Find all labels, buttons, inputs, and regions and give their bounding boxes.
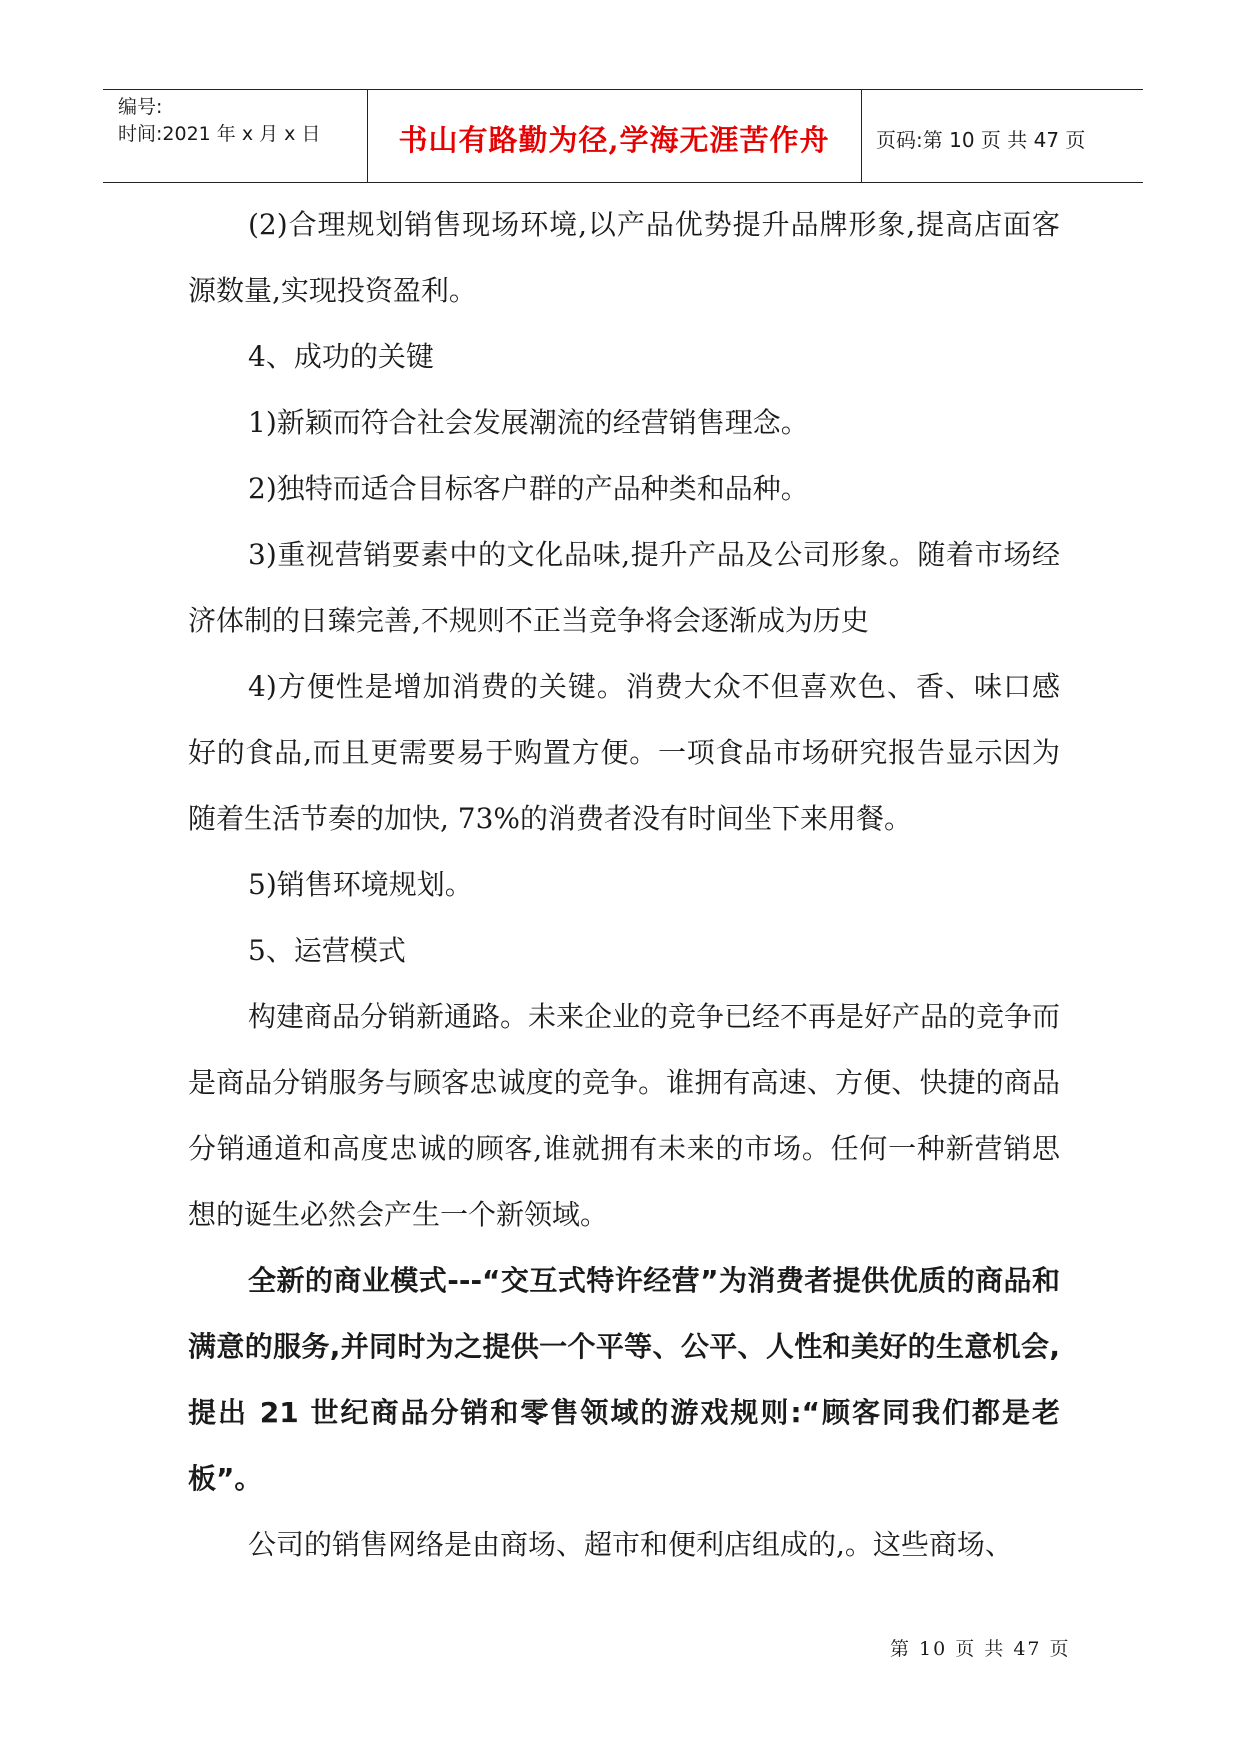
list-item: 5)销售环境规划。 bbox=[248, 868, 473, 901]
section-heading: 5、运营模式 bbox=[248, 934, 406, 967]
bold-paragraph: 全新的商业模式---“交互式特许经营”为消费者提供优质的商品和满意的服务,并同时为之提供一个平等、公平、人性和美好的生意机会,提出 21 世纪商品分销和零售领域的游戏规则:“顾客同我们都是老板”。 bbox=[188, 1264, 1060, 1495]
header-top-rule bbox=[103, 89, 1143, 90]
header-page-info: 页码:第 10 页 共 47 页 bbox=[876, 128, 1086, 152]
header-divider bbox=[861, 90, 862, 182]
section-heading: 4、成功的关键 bbox=[248, 340, 434, 373]
paragraph: (2)合理规划销售现场环境,以产品优势提升品牌形象,提高店面客源数量,实现投资盈利。 bbox=[188, 208, 1060, 307]
header-bottom-rule bbox=[103, 182, 1143, 183]
list-item: 2)独特而适合目标客户群的产品种类和品种。 bbox=[248, 472, 809, 505]
header-meta bbox=[118, 94, 320, 148]
header-motto: 书山有路勤为径,学海无涯苦作舟 bbox=[398, 123, 830, 157]
page-footer: 第 10 页 共 47 页 bbox=[890, 1638, 1071, 1660]
paragraph: 构建商品分销新通路。未来企业的竞争已经不再是好产品的竞争而是商品分销服务与顾客忠诚度的竞争。谁拥有高速、方便、快捷的商品分销通道和高度忠诚的顾客,谁就拥有未来的市场。任何一种新营销思想的诞生必然会产生一个新领域。 bbox=[188, 1000, 1061, 1231]
serial-number-label: 编号: bbox=[118, 96, 163, 118]
paragraph: 公司的销售网络是由商场、超市和便利店组成的,。这些商场、 bbox=[248, 1528, 1013, 1561]
list-item: 3)重视营销要素中的文化品味,提升产品及公司形象。随着市场经济体制的日臻完善,不规则不正当竞争将会逐渐成为历史 bbox=[188, 538, 1060, 637]
document-body bbox=[188, 192, 1060, 1578]
date-label: 时间:2021 年 x 月 x 日 bbox=[118, 123, 321, 145]
list-item: 1)新颖而符合社会发展潮流的经营销售理念。 bbox=[248, 406, 809, 439]
list-item: 4)方便性是增加消费的关键。消费大众不但喜欢色、香、味口感好的食品,而且更需要易于购置方便。一项食品市场研究报告显示因为随着生活节奏的加快, 73%的消费者没有时间坐下来用餐。 bbox=[188, 670, 1060, 835]
